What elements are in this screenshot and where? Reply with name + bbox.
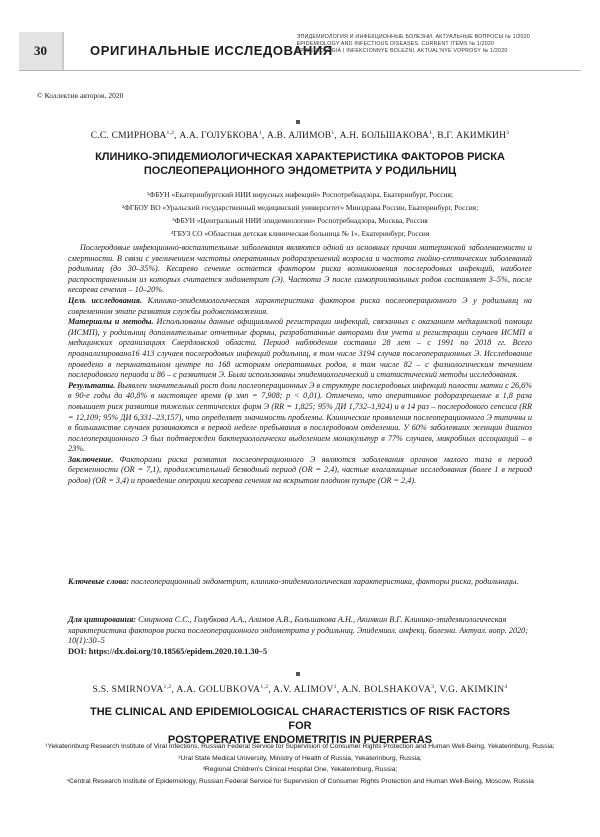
author-ru: А.В. АЛИМОВ$^1$ (267, 129, 335, 141)
separator-square-icon (296, 120, 300, 124)
journal-info (297, 34, 530, 56)
affiliation-en: ⁴Central Research Institute of Epidemiology, Russian Federal Service for Supervision of Consumer Rights Protection and Human Well-Being, Moscow, Russia (66, 777, 534, 785)
authors-en: S.S. SMIRNOVA$^{1,2}$, A.A. GOLUBKOVA$^{1,2}$, A.V. ALIMOV$^1$, A.N. BOLSHAKOVA$^3$, V.G. AKIMKIN$^4$ (92, 683, 508, 695)
affiliation-ru: ⁴ГБУЗ СО «Областная детская клиническая больница № 1», Екатеринбург, Россия (170, 229, 430, 238)
affiliation-en: ²Ural State Medical University, Ministry of Health of Russia, Yekaterinburg, Russia; (178, 754, 422, 762)
affiliation-ru: ³ФБУН «Центральный НИИ эпидемиологии» Роспотребнадзора, Москва, Россия (172, 216, 428, 225)
abstract-methods: Материалы и методы. Использованы данные официальной регистрации инфекций, связанных с оказанием медицинской помощи (ИСМП), у родильниц дополнительные отчетные формы, разработанные авторами для учета и регистрации случаев ИСМП в медицинских организациях Свердловской области. Период наблюдения составил 28 лет – с 1991 по 2018 гг. Всего проанализировано16 413 случаев послеродовых инфекций родильниц, в том числе 3194 случая послеоперационных Э. Исследование проведено в перинатальном центре по 168 историям оперативных родов, в том числе 82 – с физиологическим течением послеродового периода и 86 – с развитием Э. Были использованы эпидемиологический и статистический методы исследования. (68, 317, 532, 380)
section-title: ОРИГИНАЛЬНЫЕ ИССЛЕДОВАНИЯ (90, 43, 333, 58)
author-ru: В.Г. АКИМКИН$^3$ (437, 129, 510, 141)
separator-square-icon (296, 672, 300, 676)
abstract (68, 243, 532, 487)
author-en: V.G. AKIMKIN$^4$ (439, 683, 508, 695)
title-en-line: THE CLINICAL AND EPIDEMIOLOGICAL CHARACTERISTICS OF RISK FACTORS FOR (89, 706, 511, 732)
authors-ru: С.С. СМИРНОВА$^{1,2}$, А.А. ГОЛУБКОВА$^1$, А.В. АЛИМОВ$^1$, А.Н. БОЛЬШАКОВА$^1$, В.Г. АКИМКИН$^3$ (90, 129, 510, 141)
journal-line-translit: ÈPIDEMIOLOGIÂ I INFEKCIONNYE BOLEZNI. AKTUAL'NYE VOPROSY № 1/2020 (296, 48, 508, 55)
author-en: A.A. GOLUBKOVA$^{1,2}$ (176, 683, 269, 695)
abstract-conclusion: Заключение. Факторами риска развития послеоперационного Э являются заболевания органов малого таза в период беременности (OR = 7,1), продолжительный безводный период (OR = 2,4), частые влагалищные исследования (более 1 в период родов) (OR = 3,4) и проведение операции кесарева сечения на вскрытом плодном пузыре (OR = 2,4). (68, 454, 532, 486)
page-number: 30 (34, 43, 47, 58)
title-ru-line: КЛИНИКО-ЭПИДЕМИОЛОГИЧЕСКАЯ ХАРАКТЕРИСТИКА ФАКТОРОВ РИСКА (95, 151, 505, 163)
keywords-label: Ключевые слова: (68, 577, 129, 586)
affiliation-en: ¹Yekaterinburg Research Institute of Viral Infections, Russian Federal Service for Supervision of Consumer Rights Protection and Human Well-Being, Yekaterinburg, Russia; (45, 743, 555, 750)
header-divider (19, 70, 581, 71)
abstract-aim: Цель исследования. Клинико-эпидемиологическая характеристика факторов риска послеоперационного Э у родильниц на современном этапе развития службы родовспоможения. (68, 295, 532, 316)
citation-label: Для цитирования: (68, 615, 137, 624)
author-ru: А.Н. БОЛЬШАКОВА$^1$ (339, 129, 433, 141)
doi-link[interactable]: DOI: https://dx.doi.org/10.18565/epidem.2020.10.1.30–5 (68, 647, 268, 656)
affiliations-ru (60, 188, 540, 240)
affiliation-ru: ²ФГБОУ ВО «Уральский государственный медицинский университет» Минздрава России, Екатеринбург, Россия; (121, 203, 479, 212)
abstract-results: Результаты. Выявлен значительный рост доли послеоперационных Э в структуре послеродовых инфекций полости матки с 26,6% в 90-е годы до 40,8% в настоящее время (φ эмп = 7,908; р < 0,01). Отмечено, что оперативное родоразрешение в 1,8 раза повышает риск развития тяжелых септических форм Э (RR = 1,825; 95% ДИ 1,732–1,924) и в 14 раз – послеродового сепсиса (RR = 12,109; 95% ДИ 6,331–23,157), что определяет значимость проблемы. Клинические проявления послеоперационного Э типичны и в большинстве случаев развиваются в первой неделе пребывания в послеродовом отделении. У 60% заболевших женщин диагноз послеоперационного Э был подтвержден бактериологически выделением монокультур в 77% случаев, микробных ассоциаций – в 23%. (68, 380, 532, 454)
affiliation-ru: ¹ФБУН «Екатеринбургский НИИ вирусных инфекций» Роспотребнадзора, Екатеринбург, Россия; (147, 190, 453, 199)
author-ru: А.А. ГОЛУБКОВА$^1$ (179, 129, 262, 141)
citation (68, 615, 532, 647)
title-ru-line: ПОСЛЕОПЕРАЦИОННОГО ЭНДОМЕТРИТА У РОДИЛЬНИЦ (143, 165, 457, 177)
abstract-intro: Послеродовые инфекционно-воспалительные заболевания являются одной из основных причин материнской заболеваемости и смертности. В связи с увеличением частоты оперативных родоразрешений возросла и частота гнойно-септических заболеваний родильниц (до 30–35%). Кесарево сечение остается фактором риска возникновения послеродовых инфекций, наиболее распространенным из которых считается эндометрит (Э). Частота Э после самопроизвольных родов составляет 3–5%, после кесарева сечения – 10–20%. (68, 243, 532, 295)
author-en: A.V. ALIMOV$^1$ (273, 683, 337, 695)
copyright-notice: © Коллектив авторов, 2020 (37, 91, 124, 100)
author-en: S.S. SMIRNOVA$^{1,2}$ (92, 683, 172, 695)
affiliation-en: ³Regional Children's Clinical Hospital One, Yekaterinburg, Russia; (202, 766, 398, 773)
affiliations-en (30, 741, 570, 787)
citation-text: Смирнова С.С., Голубкова А.А., Алимов А.В., Большакова А.Н., Акимкин В.Г. Клинико-эпидемиологическая характеристика факторов риска послеоперационного эндометрита у родильниц. Эпидемиол. инфекц. болезни. Актуал. вопр. 2020; 10(1):30–5 (68, 615, 528, 646)
article-title-ru (80, 150, 520, 178)
journal-line-ru: ЭПИДЕМИОЛОГИЯ И ИНФЕКЦИОННЫЕ БОЛЕЗНИ. АКТУАЛЬНЫЕ ВОПРОСЫ № 1/2020 (296, 34, 530, 40)
journal-line-en: EPIDEMIOLOGY AND INFECTIOUS DISEASES. CURRENT ITEMS № 1/2020 (296, 41, 495, 48)
page-number-box (19, 32, 64, 70)
author-en: A.N. BOLSHAKOVA$^3$ (341, 683, 435, 695)
author-ru: С.С. СМИРНОВА$^{1,2}$ (90, 129, 175, 141)
keywords-text: послеоперационный эндометрит, клинико-эпидемиологическая характеристика, факторы риска, родильницы. (130, 577, 519, 586)
page-header (0, 32, 600, 70)
keywords (68, 577, 532, 588)
title-en-line: POSTOPERATIVE ENDOMETRITIS IN PUERPERAS (167, 734, 433, 746)
